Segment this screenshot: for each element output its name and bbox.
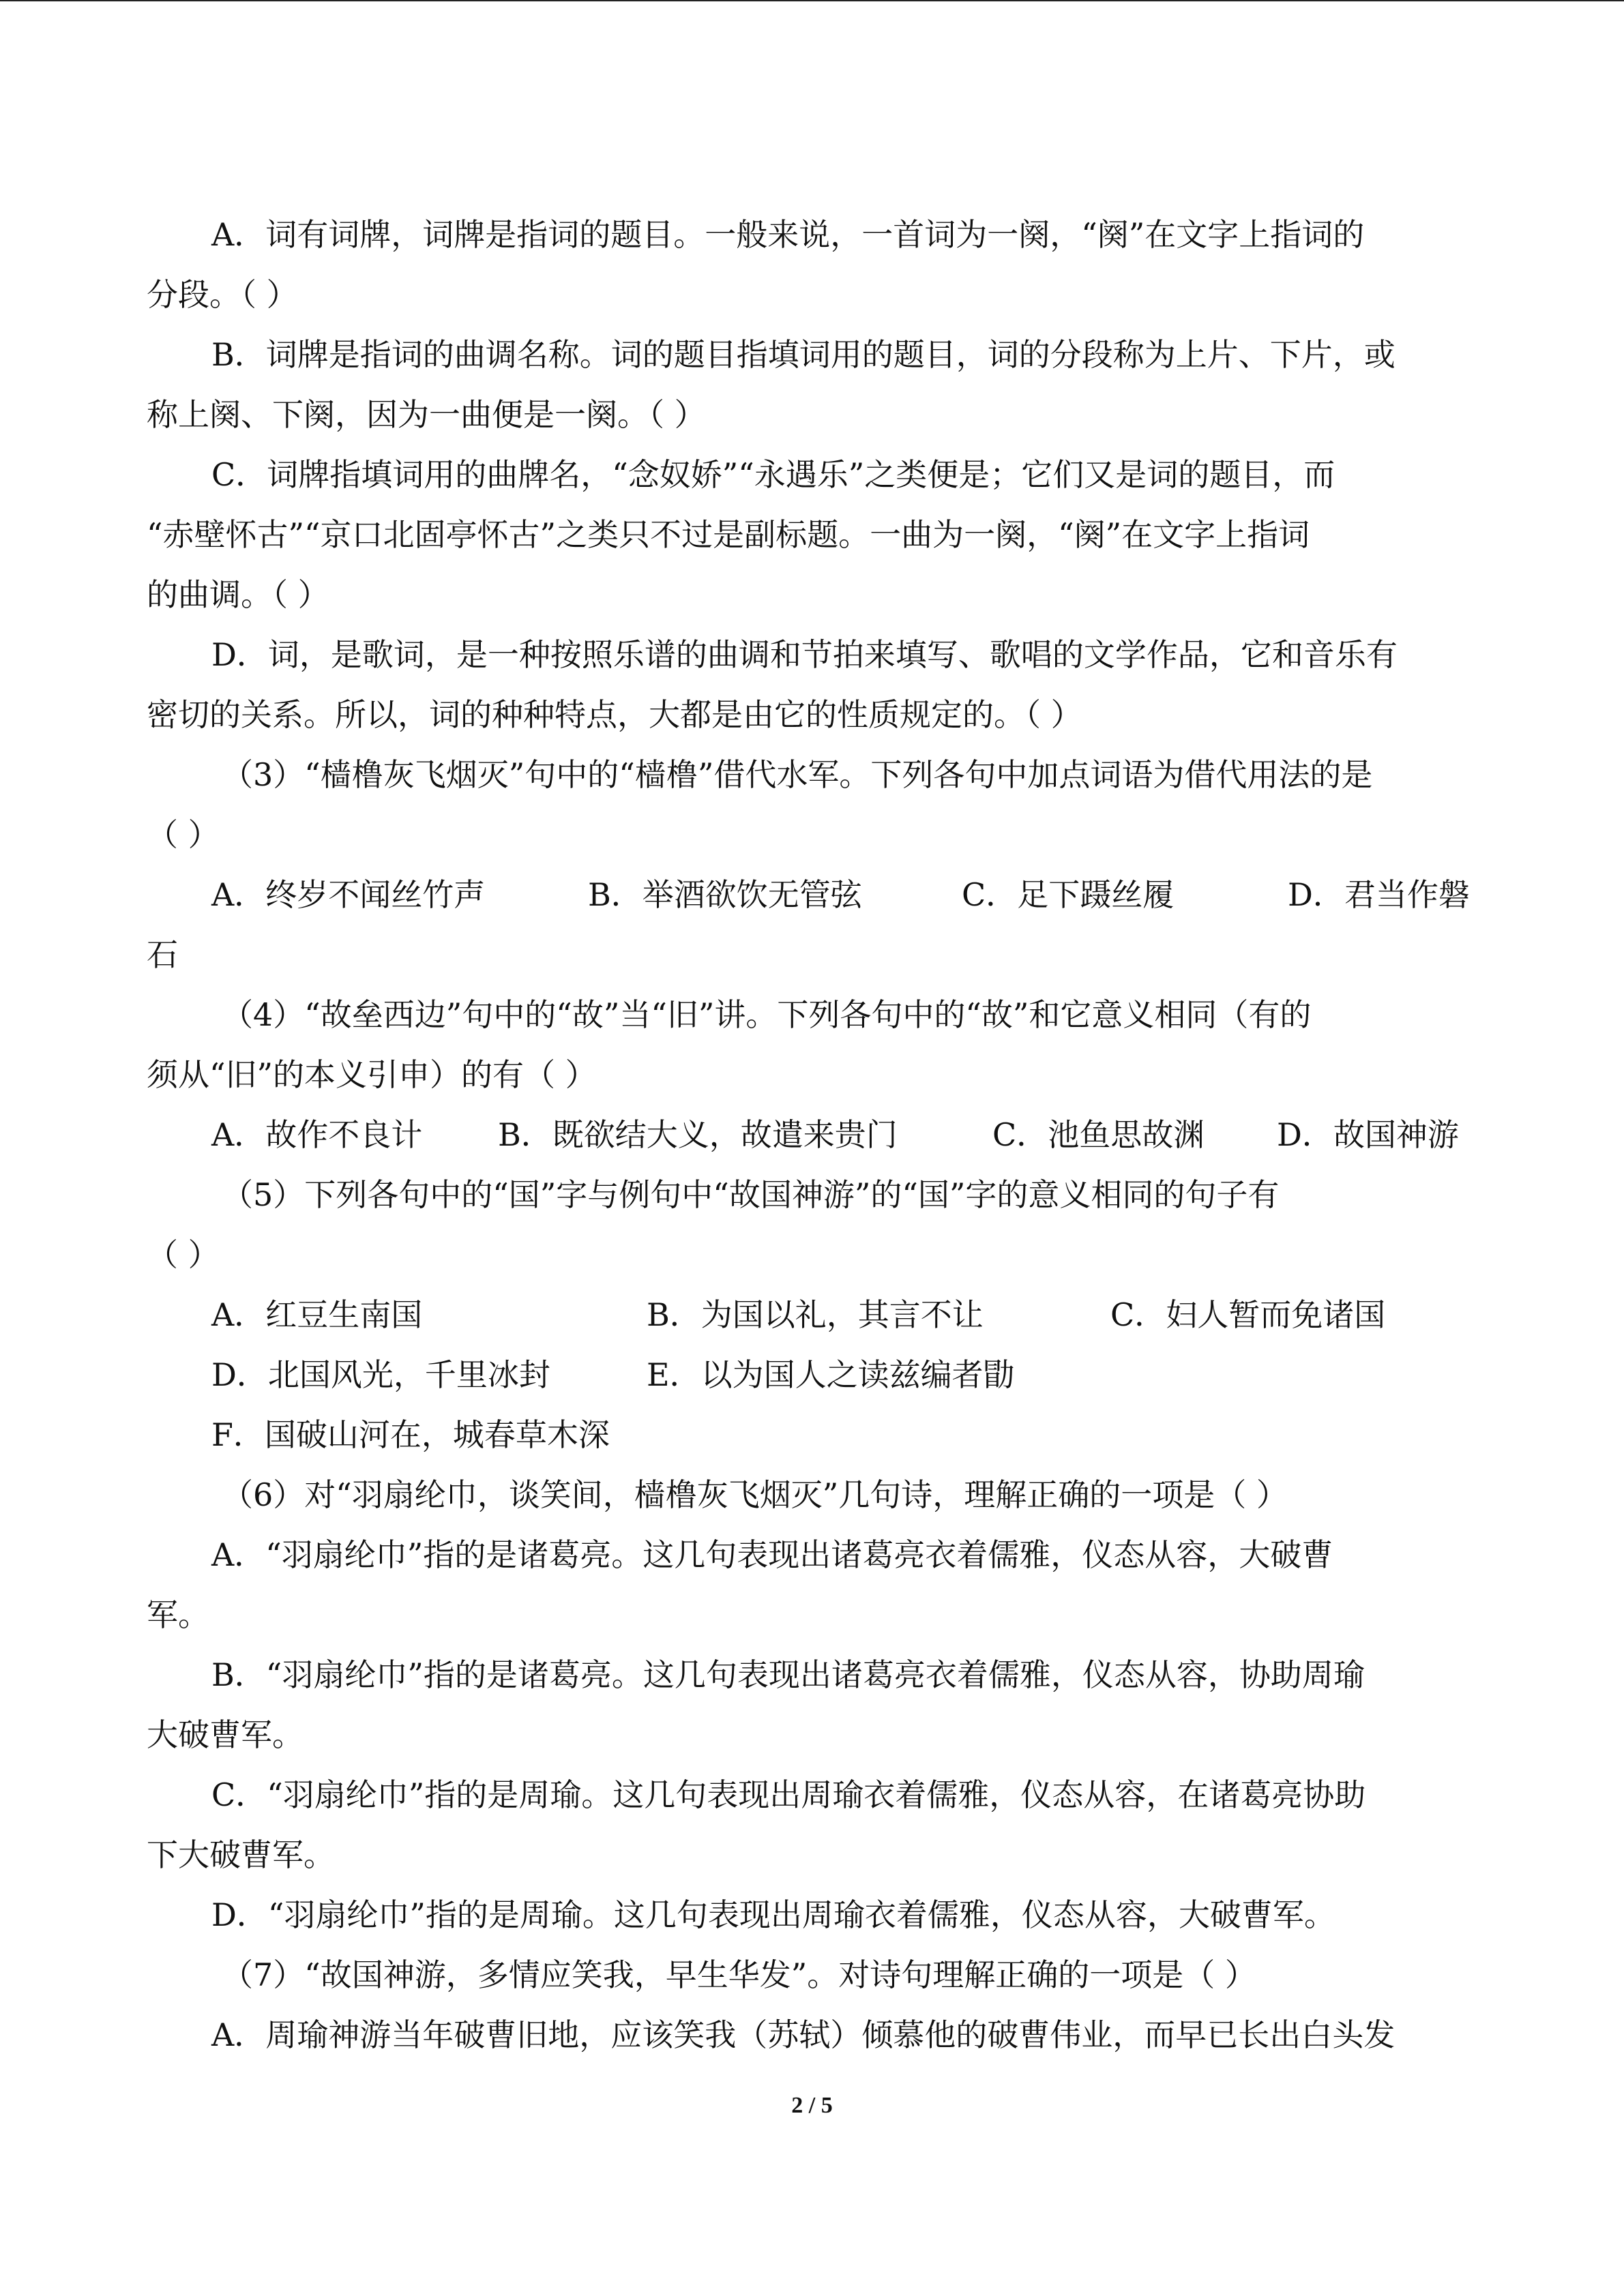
q5-option-b: B．为国以礼，其言不让 bbox=[647, 1296, 984, 1333]
q4-option-d: D．故国神游 bbox=[1277, 1116, 1459, 1153]
page-number: 2 / 5 bbox=[791, 2093, 833, 2118]
q6-option-c-line-1: C．“羽扇纶巾”指的是周瑜。这几句表现出周瑜衣着儒雅，仪态从容，在诸葛亮协助 bbox=[211, 1776, 1366, 1813]
q4-option-a: A．故作不良计 bbox=[211, 1116, 423, 1153]
q5-stem-line-2: （ ） bbox=[147, 1236, 220, 1273]
q5-option-f: F．国破山河在，城春草木深 bbox=[211, 1416, 610, 1453]
q5-option-a: A．红豆生南国 bbox=[211, 1296, 423, 1333]
q6-stem: （6）对“羽扇纶巾，谈笑间，樯橹灰飞烟灭”几句诗，理解正确的一项是（ ） bbox=[222, 1476, 1288, 1513]
q3-option-d: D．君当作磐 bbox=[1288, 876, 1470, 913]
q6-option-c-line-2: 下大破曹军。 bbox=[147, 1836, 335, 1873]
q5-option-d: D．北国风光，千里冰封 bbox=[211, 1356, 550, 1393]
q3-option-c: C．足下蹑丝履 bbox=[962, 876, 1175, 913]
q2-option-d-line-1: D．词，是歌词，是一种按照乐谱的曲调和节拍来填写、歌唱的文学作品，它和音乐有 bbox=[211, 636, 1398, 673]
q6-option-b-line-1: B．“羽扇纶巾”指的是诸葛亮。这几句表现出诸葛亮衣着儒雅，仪态从容，协助周瑜 bbox=[211, 1656, 1365, 1693]
q5-option-c: C．妇人暂而免诸国 bbox=[1110, 1296, 1386, 1333]
q6-option-d: D．“羽扇纶巾”指的是周瑜。这几句表现出周瑜衣着儒雅，仪态从容，大破曹军。 bbox=[211, 1896, 1335, 1933]
q3-option-d-wrap: 石 bbox=[147, 936, 178, 973]
q3-option-b: B．举酒欲饮无管弦 bbox=[588, 876, 862, 913]
q2-option-b-line-1: B．词牌是指词的曲调名称。词的题目指填词用的题目，词的分段称为上片、下片，或 bbox=[211, 336, 1396, 373]
q3-option-a: A．终岁不闻丝竹声 bbox=[211, 876, 486, 913]
q2-option-a-line-1: A．词有词牌，词牌是指词的题目。一般来说，一首词为一阕，“阕”在文字上指词的 bbox=[211, 216, 1365, 253]
q5-option-e: E．以为国人之读兹编者勖 bbox=[647, 1356, 1015, 1393]
q2-option-b-line-2: 称上阕、下阕，因为一曲便是一阕。（ ） bbox=[147, 396, 706, 433]
q7-stem: （7）“故国神游，多情应笑我，早生华发”。对诗句理解正确的一项是（ ） bbox=[222, 1956, 1256, 1993]
q3-stem-line-2: （ ） bbox=[147, 816, 220, 853]
q6-option-a-line-2: 军。 bbox=[147, 1596, 209, 1633]
q3-stem-line-1: （3）“樯橹灰飞烟灭”句中的“樯橹”借代水军。下列各句中加点词语为借代用法的是 bbox=[222, 756, 1373, 793]
q2-option-a-line-2: 分段。（ ） bbox=[147, 276, 298, 313]
q4-stem-line-1: （4）“故垒西边”句中的“故”当“旧”讲。下列各句中的“故”和它意义相同（有的 bbox=[222, 996, 1312, 1033]
q6-option-b-line-2: 大破曹军。 bbox=[147, 1716, 304, 1753]
q6-option-a-line-1: A．“羽扇纶巾”指的是诸葛亮。这几句表现出诸葛亮衣着儒雅，仪态从容，大破曹 bbox=[211, 1536, 1333, 1573]
q2-option-c-line-1: C．词牌指填词用的曲牌名，“念奴娇”“永遇乐”之类便是；它们又是词的题目，而 bbox=[211, 456, 1335, 493]
q2-option-d-line-2: 密切的关系。所以，词的种种特点，大都是由它的性质规定的。（ ） bbox=[147, 696, 1082, 733]
q5-stem-line-1: （5）下列各句中的“国”字与例句中“故国神游”的“国”字的意义相同的句子有 bbox=[222, 1176, 1280, 1213]
q4-stem-line-2: 须从“旧”的本义引申）的有（ ） bbox=[147, 1056, 597, 1093]
q7-option-a-line-1: A．周瑜神游当年破曹旧地，应该笑我（苏轼）倾慕他的破曹伟业，而早已长出白头发 bbox=[211, 2016, 1396, 2053]
q4-option-b: B．既欲结大义，故遣来贵门 bbox=[498, 1116, 898, 1153]
q2-option-c-line-3: 的曲调。（ ） bbox=[147, 576, 329, 613]
q4-option-c: C．池鱼思故渊 bbox=[992, 1116, 1205, 1153]
q2-option-c-line-2: “赤壁怀古”“京口北固亭怀古”之类只不过是副标题。一曲为一阕，“阕”在文字上指词 bbox=[147, 516, 1310, 553]
